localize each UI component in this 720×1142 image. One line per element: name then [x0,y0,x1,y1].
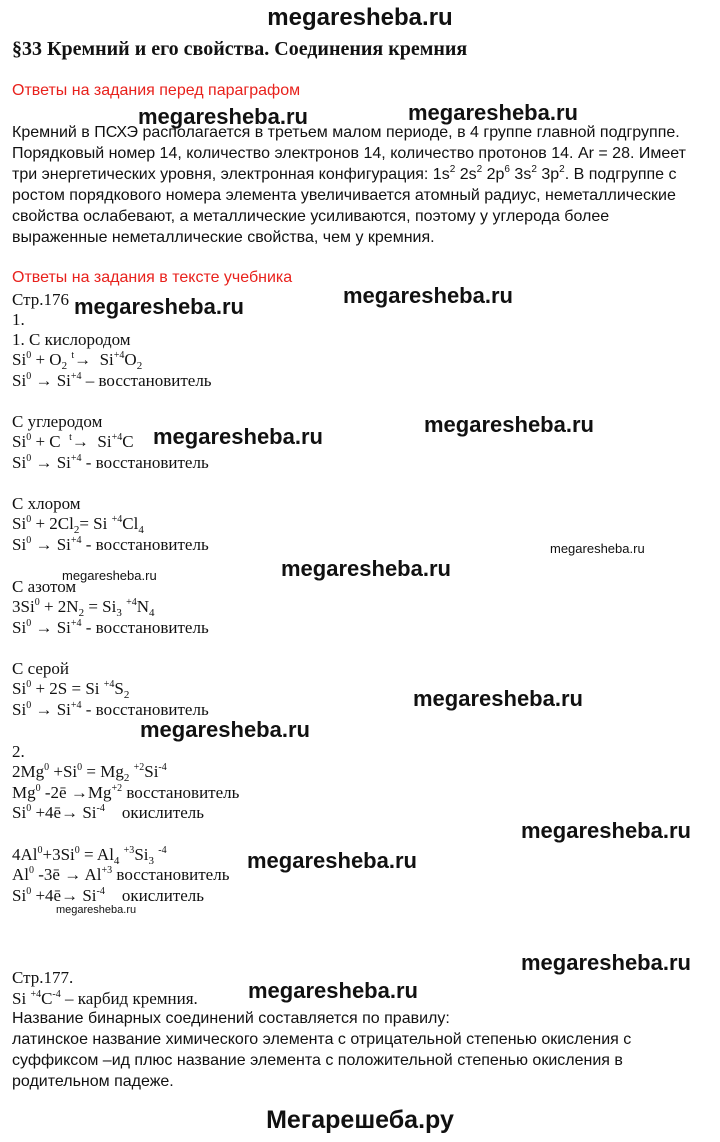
equation-nitrogen: $3Si^0 + 2N_2 = Si_3$ $^{+4}N_4$ [12,597,155,619]
intro-line: Порядковый номер 14, количество электронов 14, количество протонов 14. Ar = 28. Имеет [12,145,686,162]
reducer-oxygen: $Si^0 \to Si^{+4}$ – восстановитель [12,371,212,390]
page-ref-177: Стр.177. [12,968,74,987]
watermark: megaresheba.ru [153,424,323,449]
equation-magnesium: $2Mg^0 +Si^0 = Mg_2$ $^{+2}Si^{-4}$ [12,762,167,784]
reducer-sulfur: $Si^0 \to Si^{+4}$ - восстановитель [12,700,209,719]
watermark: megaresheba.ru [424,412,594,437]
silicon-oxidizer-1: $Si^0$ +4ē→ $Si^{-4}$ окислитель [12,803,205,822]
magnesium-reducer: Mg$^0$ -2ē $\to Mg^{+2}$ восстановитель [12,783,240,802]
rule-line: Название бинарных соединений составляется по правилу: [12,1010,450,1027]
equation-sulfur: $Si^0 + 2S = Si$ $^{+4}S_2$ [12,679,130,701]
intro-line: Кремний в ПСХЭ располагается в третьем малом периоде, в 4 группе главной подгруппе. [12,124,680,141]
section-heading-in-text: Ответы на задания в тексте учебника [12,269,293,286]
watermark: megaresheba.ru [248,978,418,1003]
watermark: megaresheba.ru [343,283,513,308]
intro-line: выраженные неметаллические свойства, чем у кремния. [12,229,435,246]
watermark-small: megaresheba.ru [56,904,137,916]
silicon-oxidizer-2: $Si^0$ +4ē→ $Si^{-4}$ окислитель [12,886,205,905]
watermark: megaresheba.ru [74,294,244,319]
intro-line: свойства ослабевают, а металлические усиливаются, поэтому у углерода более [12,208,610,225]
section-heading-before-paragraph: Ответы на задания перед параграфом [12,82,301,99]
rule-line: латинское название химического элемента с отрицательной степенью окисления с [12,1031,632,1048]
task-number-1: 1. [12,310,25,329]
watermark: megaresheba.ru [521,950,691,975]
label-nitrogen: С азотом [12,577,77,596]
label-oxygen: 1. С кислородом [12,330,131,349]
equation-chlorine: $Si^0 + 2Cl_2= Si$ $^{+4}Cl_4$ [12,514,144,536]
equation-oxygen: $Si^0 + O_2$ $^t\to Si^{+4}O_2$ [12,350,143,372]
equation-carbon: $Si^0 + C$ $^t\to Si^{+4}C$ [12,432,134,451]
aluminium-reducer: Al$^0$ -3ē → $Al^{+3}$ восстановитель [12,865,230,884]
watermark: megaresheba.ru [521,818,691,843]
reducer-carbon: $Si^0 \to Si^{+4}$ - восстановитель [12,453,209,472]
carbide-line: Si $^{+4}C^{-4}$ – карбид кремния. [12,989,198,1008]
site-footer: Мегарешеба.ру [266,1106,454,1134]
intro-paragraph [12,122,712,248]
task-number-2: 2. [12,742,25,761]
intro-line-config: три энергетических уровня, электронная конфигурация: $1s^2$ $2s^2$ $2p^6$ $3s^2$ $3p^2$. В подгруппе с [12,164,677,183]
site-header: megaresheba.ru [267,4,453,31]
reducer-chlorine: $Si^0 \to Si^{+4}$ - восстановитель [12,535,209,554]
reducer-nitrogen: $Si^0 \to Si^{+4}$ - восстановитель [12,618,209,637]
watermark: megaresheba.ru [140,717,310,742]
watermark: megaresheba.ru [247,848,417,873]
rule-line: суффиксом –ид плюс название элемента с положительной степенью окисления в [12,1052,623,1069]
watermark: megaresheba.ru [281,556,451,581]
label-sulfur: С серой [12,659,69,678]
equation-aluminium: $4Al^0+3Si^0 = Al_4$ $^{+3}Si_3$ $^{-4}$ [12,845,167,867]
page-ref-176: Стр.176 [12,290,70,309]
watermark-small: megaresheba.ru [62,568,157,583]
rule-line: родительном падеже. [12,1073,174,1090]
intro-line: ростом порядкового номера элемента увеличивается атомный радиус, неметаллические [12,187,676,204]
watermark-small: megaresheba.ru [550,541,645,556]
label-carbon: С углеродом [12,412,103,431]
watermark: megaresheba.ru [408,100,578,125]
page-title: §33 Кремний и его свойства. Соединения кремния [12,38,468,60]
label-chlorine: С хлором [12,494,81,513]
watermark: megaresheba.ru [138,104,308,129]
watermark: megaresheba.ru [413,686,583,711]
